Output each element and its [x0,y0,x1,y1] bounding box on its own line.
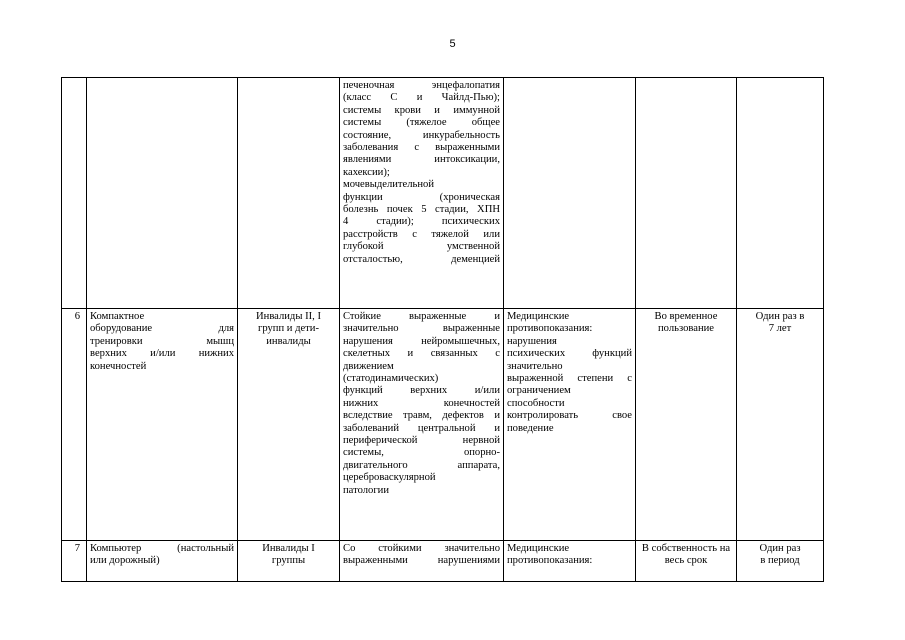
text-line: функции (хроническая [343,191,500,203]
text-line: Один раз в [755,311,805,322]
text-line: значительно выраженные [343,323,500,335]
text-line: (класс С и Чайлд-Пью); [343,92,500,104]
contraindications-cell [504,541,636,582]
indications-cell [340,309,504,541]
text-line: инвалиды [266,335,311,347]
provision-cell [636,541,737,582]
text-line: верхних и/или нижних [90,348,234,360]
recipients-cell [238,541,340,582]
provision-cell [636,309,737,541]
text-line: системы, опорно- [343,447,500,459]
text-line: психических функций [507,348,632,360]
text-line: группы [271,555,306,567]
text-line: 4 стадии); психических [343,216,500,228]
text-line: функций верхних и/или [343,385,500,397]
equipment-table [61,77,824,582]
text-line: нижних конечностей [343,397,500,409]
text-line: 7 лет [768,323,792,335]
period-cell [737,78,824,309]
text-line: Во временное [654,311,718,322]
table-row [62,309,824,541]
text-line: заболевания с выраженными [343,142,500,154]
text-line: системы (тяжелое общее [343,117,500,129]
equipment-name-cell [87,309,238,541]
text-line: мочевыделительной [343,179,435,191]
text-line: оборудование для [90,323,234,335]
text-line: Со стойкими значительно [343,543,500,554]
text-line: глубокой умственной [343,241,500,253]
text-line: Компактное [90,311,145,322]
text-line: (статодинамических) [343,373,439,385]
text-line: явлениями интоксикации, [343,154,500,166]
indications-cell [340,78,504,309]
text-line: пользование [658,323,714,335]
text-line: Медицинские [507,543,570,554]
text-line: скелетных и связанных с [343,348,500,360]
text-line: Инвалиды I [262,543,315,554]
text-line: отсталостью, деменцией [343,253,500,265]
text-line: или дорожный) [90,555,160,567]
text-line: конечностей [90,360,147,372]
text-line: нарушения [507,335,557,347]
recipients-cell [238,78,340,309]
text-line: кахексии); [343,166,390,178]
text-line: противопоказания: [507,555,593,567]
table-row [62,78,824,309]
contraindications-cell [504,78,636,309]
text-line: патологии [343,484,390,496]
text-line: выраженной степени с [507,373,632,385]
text-line: системы крови и иммунной [343,104,500,116]
recipients-cell [238,309,340,541]
text-line: заболеваний центральной и [343,422,500,434]
text-line: двигательного аппарата, [343,459,500,471]
text-line: Стойкие выраженные и [343,311,500,322]
contraindications-cell [504,309,636,541]
period-cell [737,309,824,541]
text-line: болезнь почек 5 стадии, ХПН [343,204,500,216]
page-number: 5 [449,38,456,50]
row-number-cell: 7 [62,541,87,582]
text-line: Один раз [759,543,801,554]
indications-cell [340,541,504,582]
text-line: групп и дети- [257,323,320,335]
text-line: способности [507,397,565,409]
text-line: цереброваскулярной [343,472,436,484]
text-line: нарушения нейромышечных, [343,335,500,347]
text-line: в период [760,555,800,567]
table-row [62,541,824,582]
row-number-cell: 6 [62,309,87,541]
text-line: печеночная энцефалопатия [343,80,500,91]
text-line: вследствие травм, дефектов и [343,410,500,422]
row-number-cell [62,78,87,309]
text-line: расстройств с тяжелой или [343,228,500,240]
text-line: поведение [507,422,554,434]
text-line: Медицинские [507,311,570,322]
text-line: выраженными нарушениями [343,555,500,567]
text-line: Компьютер (настольный [90,543,234,554]
equipment-name-cell [87,78,238,309]
text-line: В собственность на [641,543,731,554]
text-line: противопоказания: [507,323,593,335]
text-line: движением [343,360,394,372]
provision-cell [636,78,737,309]
text-line: тренировки мышц [90,335,234,347]
text-line: весь срок [664,555,708,567]
text-line: периферической нервной [343,435,500,447]
text-line: Инвалиды II, I [256,311,321,322]
text-line: состояние, инкурабельность [343,129,500,141]
period-cell [737,541,824,582]
text-line: ограничением [507,385,571,397]
text-line: контролировать свое [507,410,632,422]
text-line: значительно [507,360,563,372]
equipment-name-cell [87,541,238,582]
